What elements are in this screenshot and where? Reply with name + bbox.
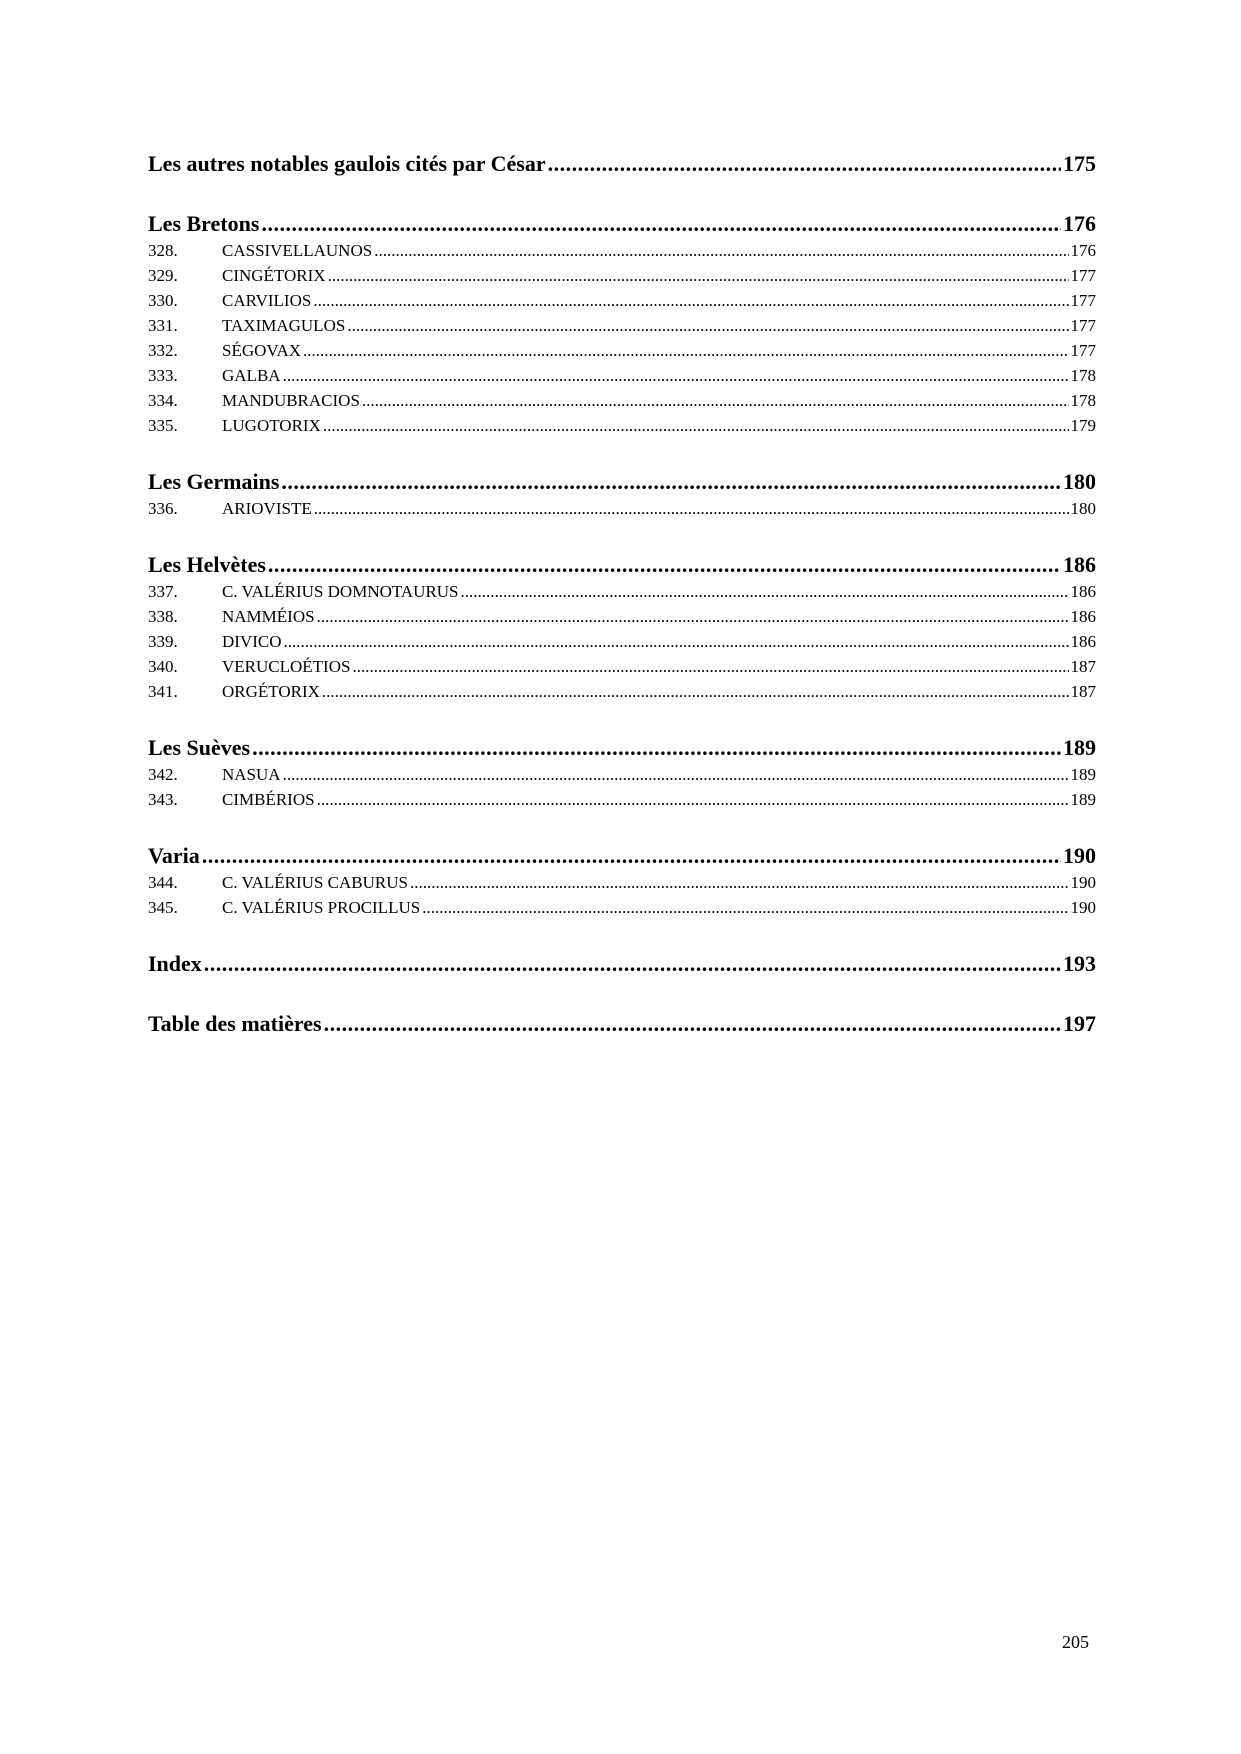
entry-page: 178 [1070, 366, 1096, 385]
dot-leader [268, 551, 1061, 579]
toc-entry[interactable] [148, 496, 1096, 521]
entry-number: 343. [148, 790, 178, 809]
entry-page: 177 [1070, 316, 1096, 335]
entry-number: 336. [148, 499, 178, 518]
dot-leader [317, 604, 1069, 629]
toc-entry[interactable] [148, 679, 1096, 704]
entry-number: 333. [148, 366, 178, 385]
entry-page: 178 [1070, 391, 1096, 410]
toc-heading[interactable] [148, 842, 1096, 870]
toc-section [148, 1010, 1096, 1038]
entry-name: ARIOVISTE [222, 499, 312, 518]
heading-page: 176 [1063, 211, 1096, 236]
dot-leader [314, 496, 1069, 521]
heading-page: 190 [1063, 843, 1096, 868]
toc-entry[interactable] [148, 787, 1096, 812]
entry-number: 344. [148, 873, 178, 892]
entry-name: CIMBÉRIOS [222, 790, 315, 809]
entry-number: 332. [148, 341, 178, 360]
entry-page: 187 [1070, 682, 1096, 701]
entry-page: 177 [1070, 341, 1096, 360]
toc-entry[interactable] [148, 870, 1096, 895]
heading-title: Table des matières [148, 1011, 322, 1036]
entry-name: ORGÉTORIX [222, 682, 320, 701]
dot-leader [352, 654, 1068, 679]
entry-page: 190 [1070, 873, 1096, 892]
dot-leader [374, 238, 1068, 263]
entry-name: TAXIMAGULOS [222, 316, 346, 335]
dot-leader [328, 263, 1069, 288]
toc-entry[interactable] [148, 388, 1096, 413]
entry-name: C. VALÉRIUS CABURUS [222, 873, 408, 892]
heading-title: Les Germains [148, 469, 280, 494]
entry-name: C. VALÉRIUS PROCILLUS [222, 898, 421, 917]
entry-number: 337. [148, 582, 178, 601]
heading-title: Index [148, 951, 202, 976]
toc-section [148, 210, 1096, 438]
dot-leader [322, 679, 1069, 704]
entry-name: NASUA [222, 765, 281, 784]
entry-name: GALBA [222, 366, 281, 385]
entry-name: C. VALÉRIUS DOMNOTAURUS [222, 582, 459, 601]
heading-page: 193 [1063, 951, 1096, 976]
toc-entry[interactable] [148, 629, 1096, 654]
dot-leader [283, 363, 1069, 388]
dot-leader [313, 288, 1068, 313]
dot-leader [281, 468, 1061, 496]
entry-name: CINGÉTORIX [222, 266, 326, 285]
toc-section [148, 150, 1096, 178]
entry-page: 179 [1070, 416, 1096, 435]
entry-name: SÉGOVAX [222, 341, 302, 360]
entry-page: 186 [1070, 632, 1096, 651]
entry-page: 186 [1070, 582, 1096, 601]
dot-leader [284, 629, 1069, 654]
dot-leader [548, 150, 1061, 178]
entry-number: 335. [148, 416, 178, 435]
heading-title: Les Bretons [148, 211, 260, 236]
dot-leader [347, 313, 1068, 338]
heading-title: Les autres notables gaulois cités par César [148, 151, 546, 176]
toc-entry[interactable] [148, 413, 1096, 438]
toc-heading[interactable] [148, 1010, 1096, 1038]
toc-entry[interactable] [148, 238, 1096, 263]
entry-name: MANDUBRACIOS [222, 391, 360, 410]
toc-heading[interactable] [148, 210, 1096, 238]
heading-title: Varia [148, 843, 200, 868]
entry-name: VERUCLOÉTIOS [222, 657, 351, 676]
toc-section [148, 734, 1096, 812]
entry-page: 190 [1070, 898, 1096, 917]
entry-number: 330. [148, 291, 178, 310]
heading-page: 180 [1063, 469, 1096, 494]
toc-entry[interactable] [148, 762, 1096, 787]
toc-entry[interactable] [148, 288, 1096, 313]
dot-leader [317, 787, 1069, 812]
entry-number: 329. [148, 266, 178, 285]
toc-heading[interactable] [148, 950, 1096, 978]
heading-page: 189 [1063, 735, 1096, 760]
dot-leader [204, 950, 1061, 978]
entry-number: 338. [148, 607, 178, 626]
entry-page: 189 [1070, 765, 1096, 784]
entry-name: NAMMÉIOS [222, 607, 315, 626]
dot-leader [461, 579, 1069, 604]
dot-leader [252, 734, 1061, 762]
heading-title: Les Helvètes [148, 552, 266, 577]
dot-leader [283, 762, 1069, 787]
dot-leader [410, 870, 1069, 895]
entry-page: 180 [1070, 499, 1096, 518]
dot-leader [303, 338, 1068, 363]
toc-section [148, 551, 1096, 704]
entry-number: 340. [148, 657, 178, 676]
toc-entry[interactable] [148, 895, 1096, 920]
dot-leader [323, 413, 1069, 438]
toc-entry[interactable] [148, 363, 1096, 388]
toc-heading[interactable] [148, 468, 1096, 496]
entry-page: 187 [1070, 657, 1096, 676]
heading-page: 197 [1063, 1011, 1096, 1036]
toc-entry[interactable] [148, 579, 1096, 604]
toc-heading[interactable] [148, 150, 1096, 178]
toc-section [148, 950, 1096, 978]
entry-number: 331. [148, 316, 178, 335]
entry-number: 341. [148, 682, 178, 701]
dot-leader [324, 1010, 1061, 1038]
heading-page: 175 [1063, 151, 1096, 176]
entry-page: 177 [1070, 266, 1096, 285]
dot-leader [261, 210, 1061, 238]
entry-name: CASSIVELLAUNOS [222, 241, 373, 260]
table-of-contents [148, 150, 1096, 1038]
toc-section [148, 468, 1096, 521]
entry-number: 328. [148, 241, 178, 260]
toc-entry[interactable] [148, 338, 1096, 363]
heading-page: 186 [1063, 552, 1096, 577]
entry-name: LUGOTORIX [222, 416, 321, 435]
dot-leader [422, 895, 1068, 920]
entry-name: DIVICO [222, 632, 282, 651]
toc-entry[interactable] [148, 654, 1096, 679]
entry-number: 334. [148, 391, 178, 410]
page-number: 205 [1062, 1632, 1089, 1652]
toc-entry[interactable] [148, 313, 1096, 338]
toc-entry[interactable] [148, 263, 1096, 288]
toc-entry[interactable] [148, 604, 1096, 629]
toc-heading[interactable] [148, 734, 1096, 762]
entry-number: 339. [148, 632, 178, 651]
toc-section [148, 842, 1096, 920]
entry-page: 177 [1070, 291, 1096, 310]
heading-title: Les Suèves [148, 735, 251, 760]
entry-number: 345. [148, 898, 178, 917]
entry-page: 189 [1070, 790, 1096, 809]
toc-heading[interactable] [148, 551, 1096, 579]
entry-page: 176 [1070, 241, 1096, 260]
dot-leader [202, 842, 1061, 870]
entry-number: 342. [148, 765, 178, 784]
entry-name: CARVILIOS [222, 291, 312, 310]
entry-page: 186 [1070, 607, 1096, 626]
dot-leader [362, 388, 1069, 413]
